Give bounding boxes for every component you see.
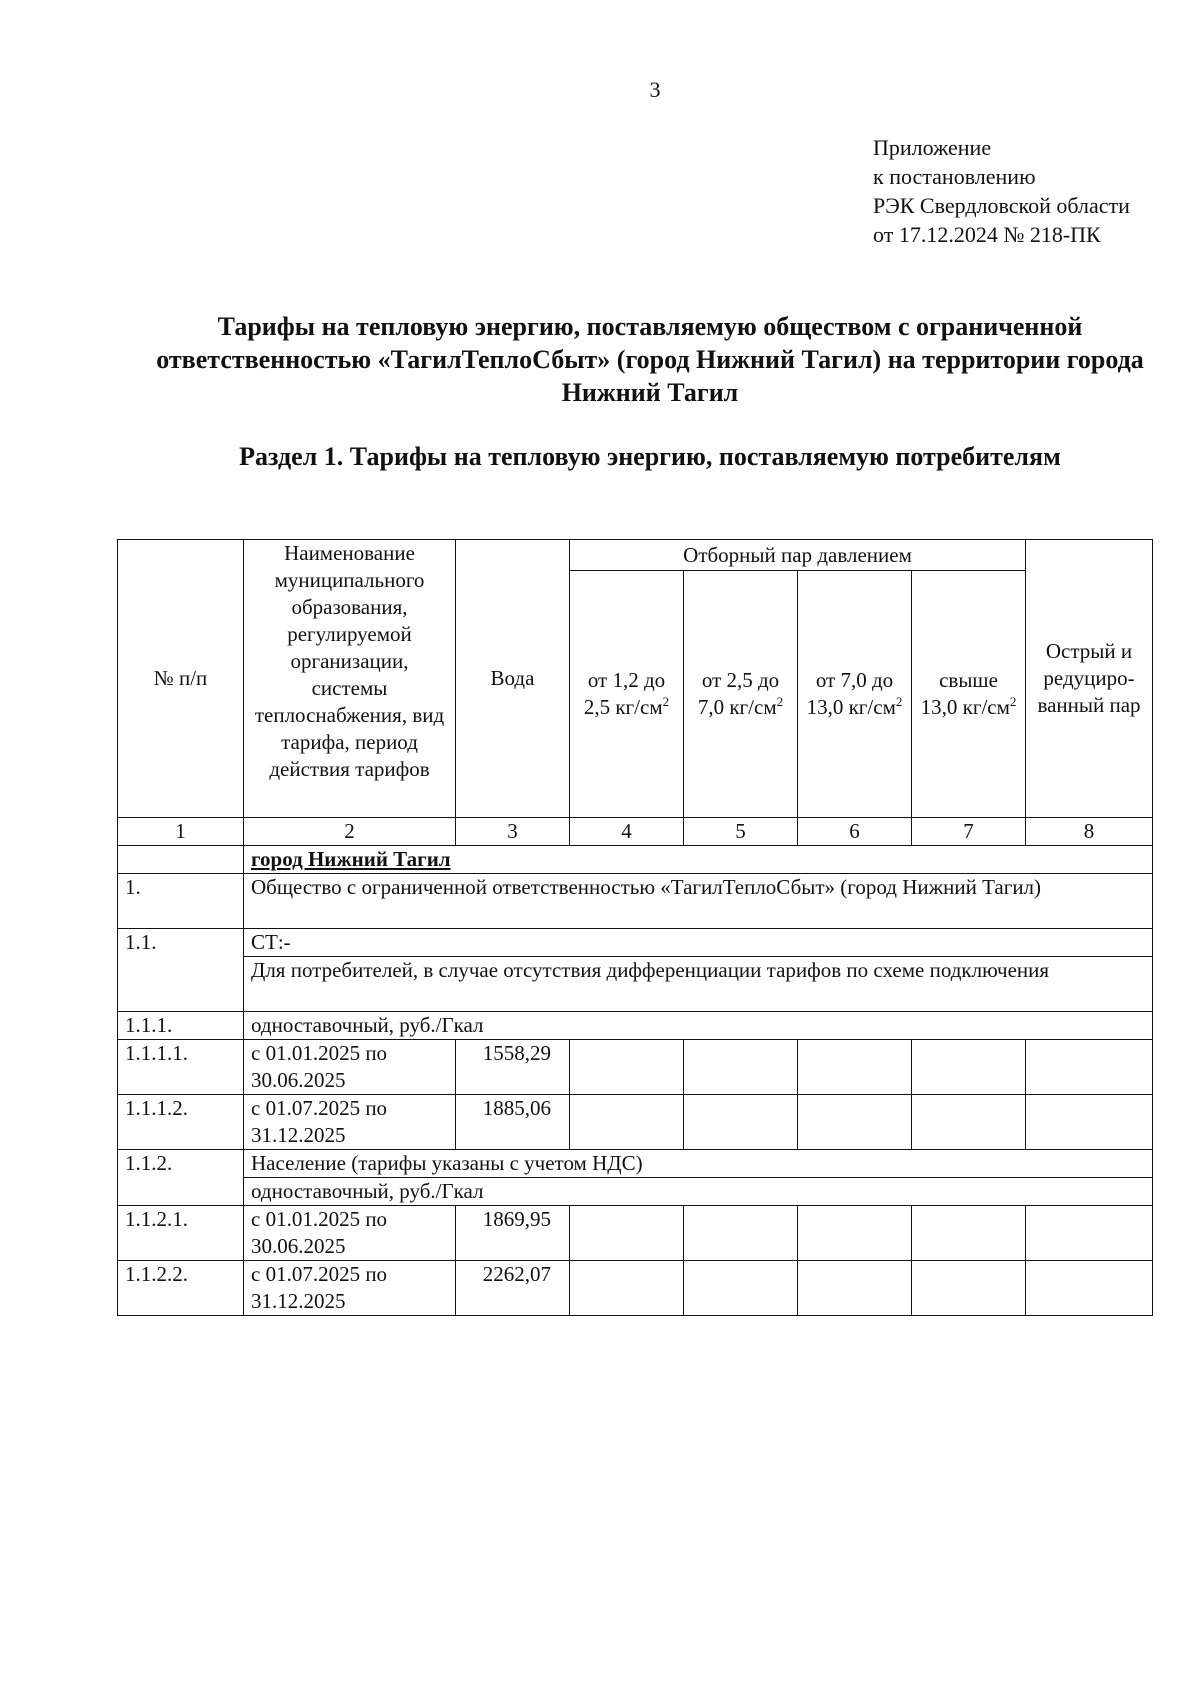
- section-title: Раздел 1. Тарифы на тепловую энергию, поставляемую потребителям: [239, 442, 1061, 471]
- appendix-line-3: РЭК Свердловской области: [873, 193, 1130, 218]
- header-steam-3: [798, 571, 912, 818]
- st-label: СТ:-: [244, 929, 1153, 957]
- appendix-block: [873, 133, 1130, 249]
- document-title: Тарифы на тепловую энергию, поставляемую обществом с ограниченной ответственностью «ТагилТеплоСбыт» (город Нижний Тагил) на территории города Нижний Тагил: [156, 312, 1144, 407]
- row-num: 1.1.1.1.: [118, 1040, 244, 1095]
- consumers-tariff-label: одноставочный, руб./Гкал: [244, 1012, 1153, 1040]
- column-number: 7: [912, 818, 1026, 846]
- tariff-table: [117, 539, 1153, 1316]
- row-num: 1.1.1.2.: [118, 1095, 244, 1150]
- header-steam-1: [570, 571, 684, 818]
- superscript: 2: [895, 694, 903, 709]
- column-number: 1: [118, 818, 244, 846]
- st-num: 1.1.: [118, 929, 244, 1012]
- header-steam-1-label: от 1,2 до 2,5 кг/см: [583, 668, 666, 719]
- table-row: [118, 1095, 1153, 1150]
- row-water-value: 1558,29: [456, 1040, 570, 1095]
- header-steam-3-label: от 7,0 до 13,0 кг/см: [806, 668, 896, 719]
- table-row: [118, 1261, 1153, 1316]
- appendix-line-4: от 17.12.2024 № 218-ПК: [873, 222, 1101, 247]
- row-water-value: 1885,06: [456, 1095, 570, 1150]
- appendix-line-1: Приложение: [873, 135, 992, 160]
- row-period: с 01.01.2025 по 30.06.2025: [244, 1040, 456, 1095]
- row-num: 1.1.2.2.: [118, 1261, 244, 1316]
- city-row: [244, 846, 1153, 874]
- table-row: [118, 1040, 1153, 1095]
- table-row: [118, 1206, 1153, 1261]
- consumers-tariff-num: 1.1.1.: [118, 1012, 244, 1040]
- header-steam-2-label: от 2,5 до 7,0 кг/см: [697, 668, 780, 719]
- header-name: Наименование муниципального образования, регулируемой организации, системы теплоснабжения, вид тарифа, период действия тарифов: [244, 540, 456, 818]
- column-number: 4: [570, 818, 684, 846]
- population-num: 1.1.2.: [118, 1150, 244, 1206]
- header-num: № п/п: [118, 540, 244, 818]
- column-number: 2: [244, 818, 456, 846]
- row-period: с 01.01.2025 по 30.06.2025: [244, 1206, 456, 1261]
- column-number: 5: [684, 818, 798, 846]
- header-water: Вода: [456, 540, 570, 818]
- row-num: 1.1.2.1.: [118, 1206, 244, 1261]
- population-tariff-label: одноставочный, руб./Гкал: [244, 1178, 1153, 1206]
- column-number: 6: [798, 818, 912, 846]
- org-num: 1.: [118, 874, 244, 929]
- page-number: 3: [649, 77, 661, 102]
- header-sharp-steam: Острый и редуциро- ванный пар: [1026, 540, 1153, 818]
- column-number: 3: [456, 818, 570, 846]
- row-period: с 01.07.2025 по 31.12.2025: [244, 1261, 456, 1316]
- header-steam-4: [912, 571, 1026, 818]
- org-name: Общество с ограниченной ответственностью «ТагилТеплоСбыт» (город Нижний Тагил): [244, 874, 1153, 929]
- row-period: с 01.07.2025 по 31.12.2025: [244, 1095, 456, 1150]
- header-steam-group: Отборный пар давлением: [570, 540, 1026, 571]
- header-steam-4-label: свыше 13,0 кг/см: [920, 668, 1010, 719]
- header-steam-2: [684, 571, 798, 818]
- superscript: 2: [776, 694, 784, 709]
- city-name: город Нижний Тагил: [251, 847, 451, 871]
- consumers-label: Для потребителей, в случае отсутствия дифференциации тарифов по схеме подключения: [244, 957, 1153, 1012]
- superscript: 2: [662, 694, 670, 709]
- appendix-line-2: к постановлению: [873, 164, 1036, 189]
- superscript: 2: [1009, 694, 1017, 709]
- row-water-value: 2262,07: [456, 1261, 570, 1316]
- population-label: Население (тарифы указаны с учетом НДС): [244, 1150, 1153, 1178]
- column-number: 8: [1026, 818, 1153, 846]
- row-water-value: 1869,95: [456, 1206, 570, 1261]
